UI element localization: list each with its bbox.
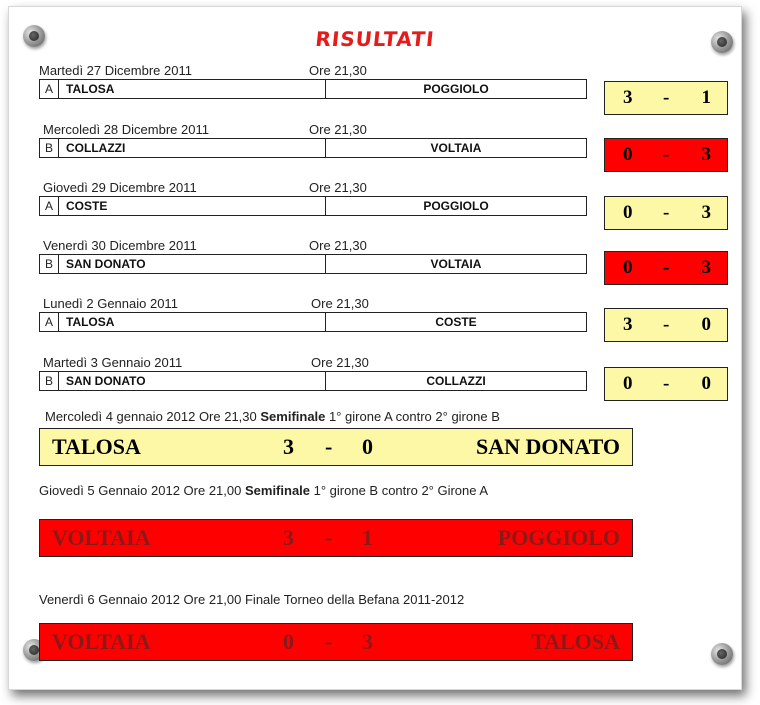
page-title: RISULTATI (314, 27, 436, 51)
score-away: 0 (701, 373, 711, 394)
match-row (39, 138, 587, 158)
match-date: Martedì 3 Gennaio 2011 (43, 355, 183, 370)
group-label: B (40, 372, 59, 390)
away-team: POGGIOLO (423, 199, 489, 213)
note-bold: Semifinale (260, 409, 326, 424)
away-team: POGGIOLO (497, 525, 620, 550)
note-text: 1° girone B contro 2° Girone A (310, 483, 489, 498)
away-team: COLLAZZI (426, 374, 486, 388)
score-home: 3 (623, 314, 633, 335)
score-home: 0 (623, 144, 633, 165)
home-team: TALOSA (66, 315, 115, 329)
final-result (39, 623, 633, 661)
away-team: VOLTAIA (430, 257, 482, 271)
away-team: VOLTAIA (430, 141, 482, 155)
semifinal-1-result (39, 428, 633, 466)
home-team: COLLAZZI (66, 141, 126, 155)
home-team: VOLTAIA (52, 525, 151, 550)
match-row (39, 196, 587, 216)
group-label: B (40, 255, 59, 273)
score-box (604, 81, 728, 115)
home-team: TALOSA (66, 82, 115, 96)
score-box (604, 138, 728, 172)
semifinal-2-note (39, 483, 488, 498)
group-label: B (40, 139, 59, 157)
match-row (39, 312, 587, 332)
score-separator: - (663, 87, 670, 108)
group-label: A (40, 80, 59, 98)
score-home: 3 (283, 525, 294, 550)
score-separator: - (663, 373, 670, 394)
results-board (8, 6, 742, 690)
away-team: SAN DONATO (475, 434, 620, 459)
home-team: SAN DONATO (66, 257, 146, 271)
screw-icon (711, 643, 733, 665)
match-date: Martedì 27 Dicembre 2011 (39, 63, 192, 78)
match-date: Venerdì 30 Dicembre 2011 (43, 238, 197, 253)
score-box (604, 196, 728, 230)
score-separator: - (663, 314, 670, 335)
score-away: 1 (362, 525, 373, 550)
score-separator: - (325, 434, 333, 459)
note-text: Mercoledì 4 gennaio 2012 Ore 21,30 (45, 409, 261, 424)
home-team: VOLTAIA (52, 629, 151, 654)
away-team: TALOSA (531, 629, 620, 654)
score-home: 3 (623, 87, 633, 108)
score-away: 0 (362, 434, 373, 459)
match-time: Ore 21,30 (309, 63, 367, 78)
score-away: 3 (701, 144, 711, 165)
score-home: 0 (623, 373, 633, 394)
semifinal-1-note (45, 409, 500, 424)
score-separator: - (663, 257, 670, 278)
score-separator: - (325, 629, 333, 654)
match-date: Lunedì 2 Gennaio 2011 (43, 296, 178, 311)
home-team: TALOSA (52, 434, 141, 459)
final-note: Venerdì 6 Gennaio 2012 Ore 21,00 Finale Torneo della Befana 2011-2012 (39, 592, 465, 607)
score-box (604, 308, 728, 342)
home-team: COSTE (66, 199, 108, 213)
match-time: Ore 21,30 (309, 180, 367, 195)
match-row (39, 254, 587, 274)
score-home: 3 (283, 434, 294, 459)
score-separator: - (663, 202, 670, 223)
match-row (39, 371, 587, 391)
score-box (604, 367, 728, 401)
score-separator: - (663, 144, 670, 165)
score-home: 0 (623, 257, 633, 278)
note-bold: Semifinale (244, 483, 311, 498)
match-time: Ore 21,30 (311, 355, 369, 370)
score-away: 3 (701, 257, 711, 278)
score-away: 3 (701, 202, 711, 223)
match-date: Mercoledì 28 Dicembre 2011 (43, 122, 209, 137)
group-label: A (40, 313, 59, 331)
semifinal-2-result (39, 519, 633, 557)
match-time: Ore 21,30 (309, 238, 367, 253)
note-text: Giovedì 5 Gennaio 2012 Ore 21,00 (39, 483, 245, 498)
match-time: Ore 21,30 (309, 122, 367, 137)
score-separator: - (325, 525, 333, 550)
group-label: A (40, 197, 59, 215)
score-away: 0 (701, 314, 711, 335)
score-home: 0 (283, 629, 294, 654)
score-home: 0 (623, 202, 633, 223)
note-text: 1° girone A contro 2° girone B (325, 409, 500, 424)
score-away: 1 (701, 87, 711, 108)
score-box (604, 251, 728, 285)
score-away: 3 (362, 629, 373, 654)
match-row (39, 79, 587, 99)
away-team: POGGIOLO (423, 82, 489, 96)
match-date: Giovedì 29 Dicembre 2011 (43, 180, 197, 195)
home-team: SAN DONATO (66, 374, 146, 388)
away-team: COSTE (435, 315, 477, 329)
match-time: Ore 21,30 (311, 296, 369, 311)
